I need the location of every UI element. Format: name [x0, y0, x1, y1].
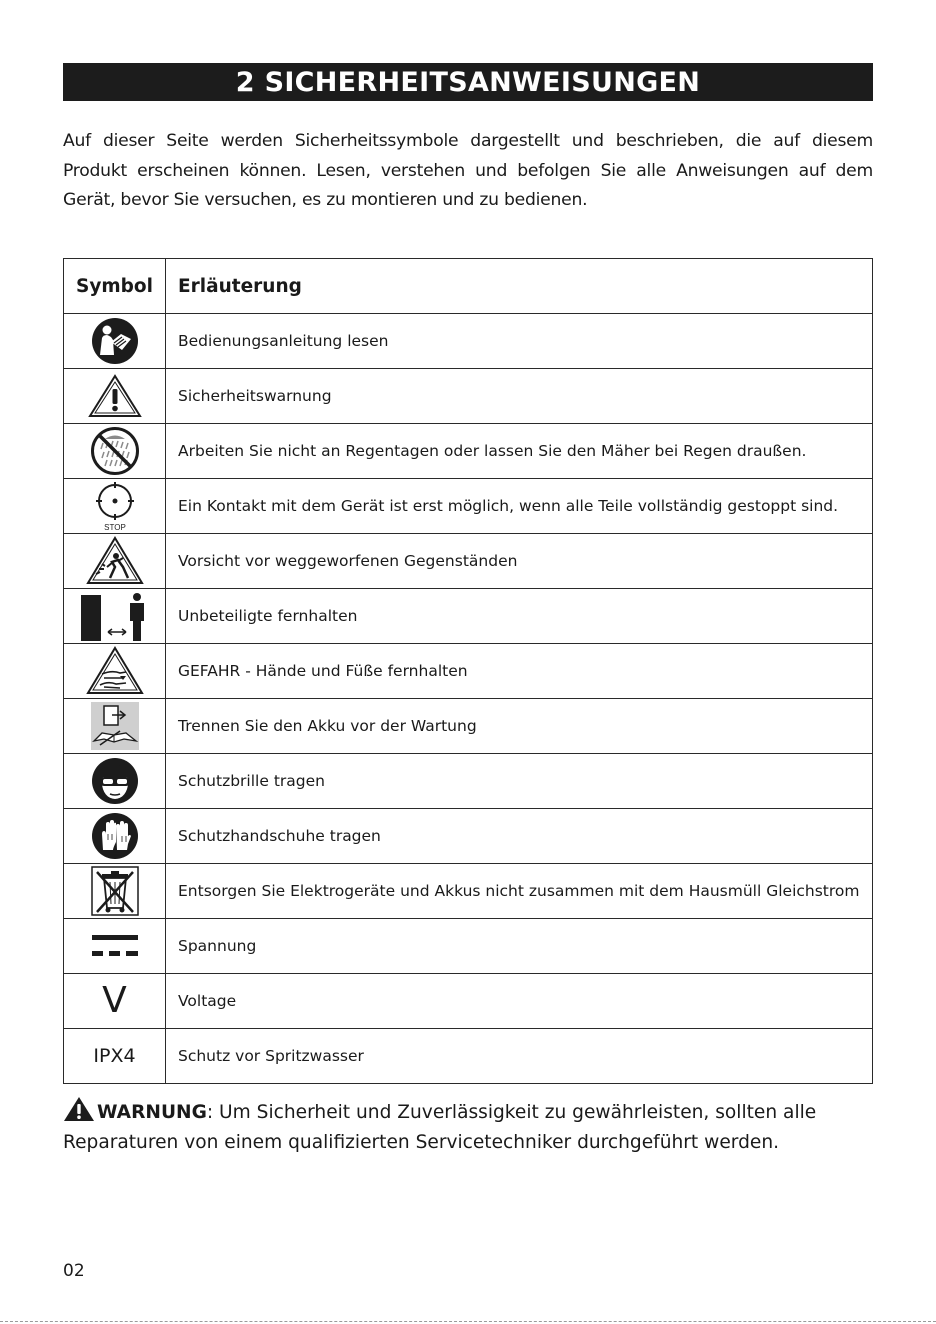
wait-stop-icon — [90, 480, 140, 532]
safety-goggles-icon — [91, 757, 139, 805]
symbol-cell — [64, 644, 166, 699]
explanation-cell: GEFAHR - Hände und Füße fernhalten — [166, 644, 873, 699]
symbol-cell — [64, 919, 166, 974]
symbol-cell — [64, 699, 166, 754]
explanation-cell: Voltage — [166, 974, 873, 1029]
table-row — [64, 699, 873, 754]
safety-symbols-table — [63, 258, 873, 1084]
symbol-cell — [64, 809, 166, 864]
symbol-cell — [64, 864, 166, 919]
table-row — [64, 1029, 873, 1084]
table-row — [64, 424, 873, 479]
page-title: 2 SICHERHEITSANWEISUNGEN — [63, 63, 873, 101]
remove-battery-icon — [90, 701, 140, 751]
warning-triangle-icon — [63, 1096, 95, 1122]
symbol-cell — [64, 424, 166, 479]
symbol-column-header: Symbol — [64, 259, 166, 314]
symbol-cell — [64, 534, 166, 589]
table-row — [64, 314, 873, 369]
explanation-cell: Entsorgen Sie Elektrogeräte und Akkus nicht zusammen mit dem Hausmüll Gleichstrom — [166, 864, 873, 919]
explanation-cell: Spannung — [166, 919, 873, 974]
weee-bin-icon — [91, 866, 139, 916]
table-row — [64, 369, 873, 424]
warning-label: WARNUNG — [97, 1102, 207, 1123]
table-row — [64, 919, 873, 974]
stop-label: STOP — [103, 523, 126, 532]
warning-note — [63, 1096, 873, 1157]
explanation-cell: Schutzbrille tragen — [166, 754, 873, 809]
explanation-column-header: Erläuterung — [166, 259, 873, 314]
symbol-cell — [64, 589, 166, 644]
table-row — [64, 479, 873, 534]
symbol-cell — [64, 754, 166, 809]
symbol-cell — [64, 369, 166, 424]
table-row — [64, 974, 873, 1029]
read-manual-icon — [91, 317, 139, 365]
table-row — [64, 754, 873, 809]
explanation-cell: Trennen Sie den Akku vor der Wartung — [166, 699, 873, 754]
direct-current-icon — [91, 933, 139, 959]
symbol-cell — [64, 974, 166, 1029]
keep-bystanders-away-icon — [80, 591, 150, 641]
voltage-symbol: V — [102, 980, 127, 1021]
explanation-cell: Unbeteiligte fernhalten — [166, 589, 873, 644]
table-row — [64, 644, 873, 699]
safety-gloves-icon — [91, 812, 139, 860]
table-header-row — [64, 259, 873, 314]
explanation-cell: Schutz vor Spritzwasser — [166, 1029, 873, 1084]
explanation-cell: Ein Kontakt mit dem Gerät ist erst möglich, wenn alle Teile vollständig gestoppt sind. — [166, 479, 873, 534]
warning-triangle-icon — [88, 373, 142, 419]
explanation-cell: Arbeiten Sie nicht an Regentagen oder lassen Sie den Mäher bei Regen draußen. — [166, 424, 873, 479]
symbol-cell — [64, 479, 166, 534]
page-bottom-divider — [0, 1321, 936, 1322]
explanation-cell: Schutzhandschuhe tragen — [166, 809, 873, 864]
no-rain-icon — [91, 427, 139, 475]
intro-paragraph: Auf dieser Seite werden Sicherheitssymbole dargestellt und beschrieben, die auf diesem Produkt erscheinen können. Lesen, verstehen und befolgen Sie alle Anweisungen auf dem Gerät, bevor Sie versuchen, es zu montieren und zu bedienen. — [63, 131, 873, 210]
table-row — [64, 589, 873, 644]
symbol-cell — [64, 314, 166, 369]
warning-text: : Um Sicherheit und Zuverlässigkeit zu gewährleisten, sollten alle Reparaturen von einem qualifizierten Servicetechniker durchgeführt werden. — [63, 1102, 817, 1153]
hands-feet-danger-icon — [86, 646, 144, 696]
ipx4-symbol: IPX4 — [93, 1045, 136, 1067]
table-row — [64, 864, 873, 919]
table-row — [64, 534, 873, 589]
page-number: 02 — [63, 1261, 85, 1281]
table-row — [64, 809, 873, 864]
explanation-cell: Sicherheitswarnung — [166, 369, 873, 424]
explanation-cell: Bedienungsanleitung lesen — [166, 314, 873, 369]
thrown-objects-icon — [86, 536, 144, 586]
symbol-cell — [64, 1029, 166, 1084]
explanation-cell: Vorsicht vor weggeworfenen Gegenständen — [166, 534, 873, 589]
